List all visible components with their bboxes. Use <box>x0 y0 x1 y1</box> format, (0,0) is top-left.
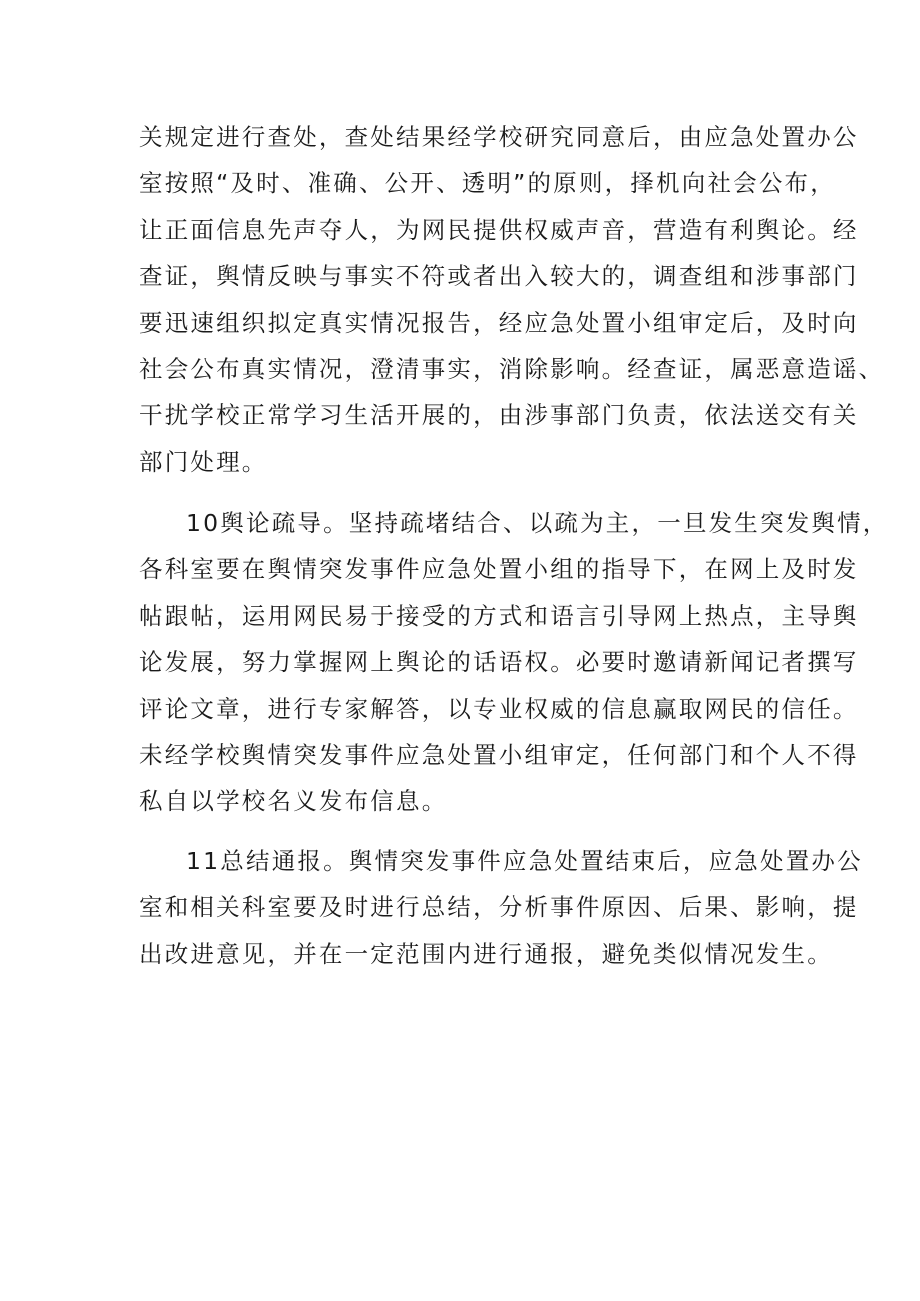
text-line: 10舆论疏导。坚持疏堵结合、以疏为主，一旦发生突发舆情， <box>186 509 889 537</box>
text-line: 评论文章，进行专家解答，以专业权威的信息赢取网民的信任。 <box>139 694 859 723</box>
text-line: 论发展，努力掌握网上舆论的话语权。必要时邀请新闻记者撰写 <box>139 648 859 677</box>
text-line: 干扰学校正常学习生活开展的，由涉事部门负责，依法送交有关 <box>139 401 859 430</box>
text-line: 11总结通报。舆情突发事件应急处置结束后，应急处置办公 <box>186 847 863 875</box>
paragraph-public-release <box>139 114 885 485</box>
text-line: 让正面信息先声夺人，为网民提供权威声音，营造有利舆论。经 <box>139 215 859 244</box>
text-line: 要迅速组织拟定真实情况报告，经应急处置小组审定后，及时向 <box>139 308 859 337</box>
text-line: 帖跟帖，运用网民易于接受的方式和语言引导网上热点，主导舆 <box>139 601 859 630</box>
text-line: 未经学校舆情突发事件应急处置小组审定，任何部门和个人不得 <box>139 740 859 769</box>
text-line: 出改进意见，并在一定范围内进行通报，避免类似情况发生。 <box>139 939 833 968</box>
text-line: 室和相关科室要及时进行总结，分析事件原因、后果、影响，提 <box>139 893 859 922</box>
text-line: 关规定进行查处，查处结果经学校研究同意后，由应急处置办公 <box>139 123 859 151</box>
text-line: 室按照“及时、准确、公开、透明”的原则，择机向社会公布， <box>139 169 836 198</box>
text-line: 查证，舆情反映与事实不符或者出入较大的，调查组和涉事部门 <box>139 262 859 291</box>
text-line: 各科室要在舆情突发事件应急处置小组的指导下，在网上及时发 <box>139 555 859 584</box>
text-line: 社会公布真实情况，澄清事实，消除影响。经查证，属恶意造谣、 <box>139 354 885 383</box>
text-line: 部门处理。 <box>139 447 268 476</box>
paragraph-opinion-guidance <box>139 500 889 825</box>
text-line: 私自以学校名义发布信息。 <box>139 787 448 816</box>
paragraph-summary-report <box>139 838 863 977</box>
